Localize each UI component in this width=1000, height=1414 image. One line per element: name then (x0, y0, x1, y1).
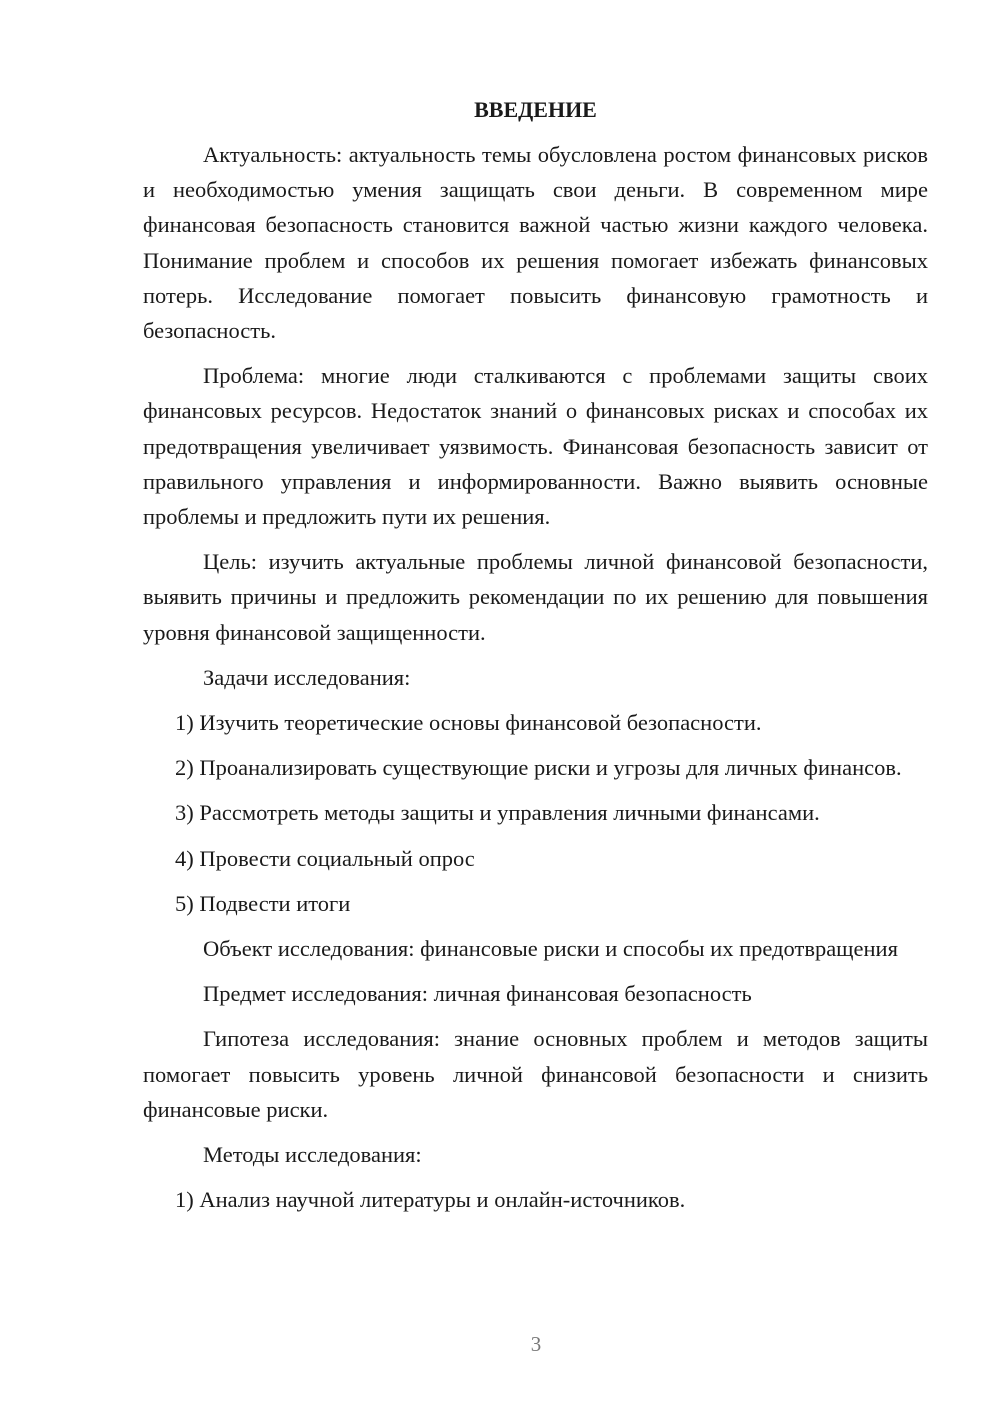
task-item: 3) Рассмотреть методы защиты и управления личными финансами. (175, 800, 820, 826)
tasks-heading: Задачи исследования: (203, 664, 411, 690)
paragraph-problem: Проблема: многие люди сталкиваются с проблемами защиты своих финансовых ресурсов. Недостаток знаний о финансовых рисках и способах их предотвращения увеличивает уязвимость. Финансовая безопасность зависит от правильного управления и информированности. Важно выявить основные проблемы и предложить пути их решения. (143, 363, 928, 530)
paragraph-goal: Цель: изучить актуальные проблемы личной финансовой безопасности, выявить причины и предложить рекомендации по их решению для повышения уровня финансовой защищенности. (143, 549, 928, 645)
page-content (143, 92, 928, 1227)
task-item: 5) Подвести итоги (175, 890, 351, 916)
paragraph-hypothesis: Гипотеза исследования: знание основных проблем и методов защиты помогает повысить уровень личной финансовой безопасности и снизить финансовые риски. (143, 1026, 928, 1122)
section-heading: ВВЕДЕНИЕ (474, 97, 597, 122)
paragraph-subject: Предмет исследования: личная финансовая безопасность (203, 981, 752, 1007)
method-item: 1) Анализ научной литературы и онлайн-источников. (175, 1187, 686, 1213)
paragraph-object: Объект исследования: финансовые риски и способы их предотвращения (203, 936, 898, 962)
methods-heading: Методы исследования: (203, 1142, 422, 1168)
task-item: 2) Проанализировать существующие риски и угрозы для личных финансов. (175, 755, 902, 781)
page-number: 3 (530, 1332, 542, 1356)
task-item: 4) Провести социальный опрос (175, 845, 475, 871)
task-item: 1) Изучить теоретические основы финансовой безопасности. (175, 710, 762, 736)
paragraph-relevance: Актуальность: актуальность темы обусловлена ростом финансовых рисков и необходимостью умения защищать свои деньги. В современном мире финансовая безопасность становится важной частью жизни каждого человека. Понимание проблем и способов их решения помогает избежать финансовых потерь. Исследование помогает повысить финансовую грамотность и безопасность. (143, 142, 928, 344)
